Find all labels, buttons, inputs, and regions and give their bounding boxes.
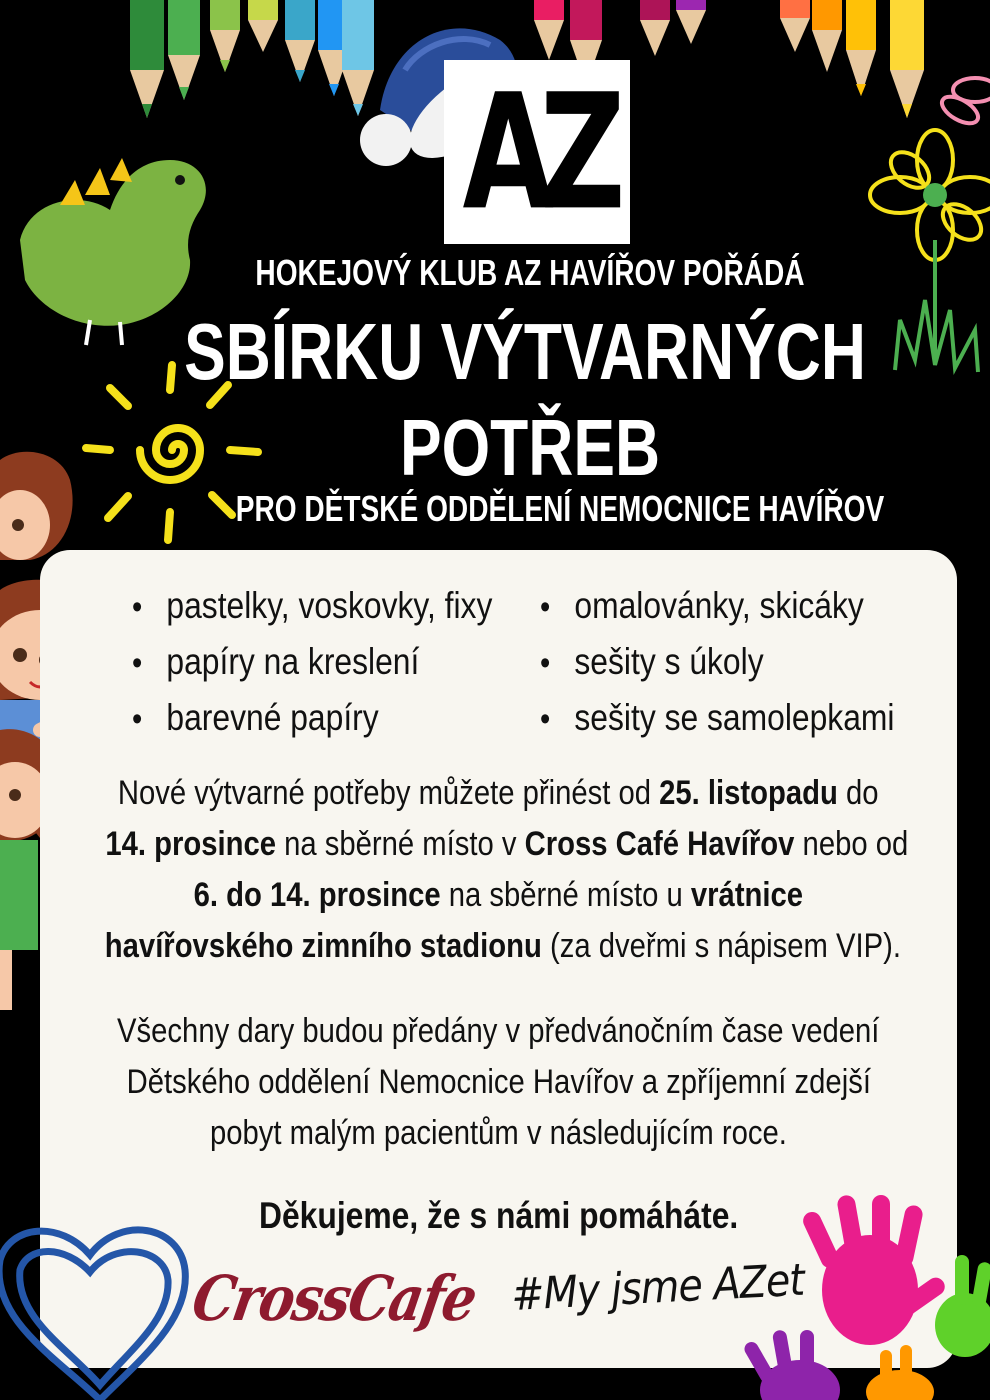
bullet-icon: • [132,700,143,738]
organizer-line: HOKEJOVÝ KLUB AZ HAVÍŘOV POŘÁDÁ [255,252,805,293]
handprint-purple-icon [742,1329,840,1400]
info-location-stadium: havířovského zimního stadionu [104,927,542,965]
handprint-pink-icon [800,1194,948,1345]
title-line-1: SBÍRKU VÝTVARNÝCH [184,307,866,396]
info-date-end: 14. prosince [105,825,276,863]
bullet-icon: • [132,588,143,626]
bullet-icon: • [540,644,551,682]
list-item-label: sešity se samolepkami [574,697,895,738]
list-item-label: omalovánky, skicáky [574,585,864,626]
list-item-label: barevné papíry [166,697,379,738]
title-line-2: POTŘEB [399,403,661,492]
info-text: (za dveřmi s nápisem VIP). [541,927,901,965]
az-logo-text: AZ [462,58,612,246]
bullet-icon: • [540,588,551,626]
info-text: na sběrné místo v [275,825,525,863]
donation-line: Všechny dary budou předány v předvánočním čase vedení [117,1012,880,1050]
bullet-icon: • [132,644,143,682]
info-text: do [838,774,879,812]
list-item-label: pastelky, voskovky, fixy [166,585,493,626]
handprint-orange-icon [866,1345,934,1400]
list-item-label: sešity s úkoly [574,641,764,682]
subtitle: PRO DĚTSKÉ ODDĚLENÍ NEMOCNICE HAVÍŘOV [235,488,885,529]
info-text: nebo od [794,825,909,863]
info-text: Nové výtvarné potřeby můžete přinést od [118,774,660,812]
crosscafe-logo: CrossCafe [187,1262,482,1335]
donation-line: Dětského oddělení Nemocnice Havířov a zpříjemní zdejší [126,1063,871,1101]
info-date-range: 6. do 14. prosince [193,876,441,914]
heart-icon [0,1230,185,1400]
hashtag-signature: #My jsme AZet [510,1254,806,1321]
info-date-start: 25. listopadu [659,774,839,812]
info-text: na sběrné místo u [440,876,692,914]
info-location-gate: vrátnice [691,876,804,914]
info-location-cafe: Cross Café Havířov [524,825,795,863]
thanks-text: Děkujeme, že s námi pomáháte. [258,1195,739,1236]
bullet-icon: • [540,700,551,738]
donation-line: pobyt malým pacientům v následujícím roce. [210,1114,787,1152]
handprint-green-icon [935,1255,990,1357]
list-item-label: papíry na kreslení [166,641,420,682]
